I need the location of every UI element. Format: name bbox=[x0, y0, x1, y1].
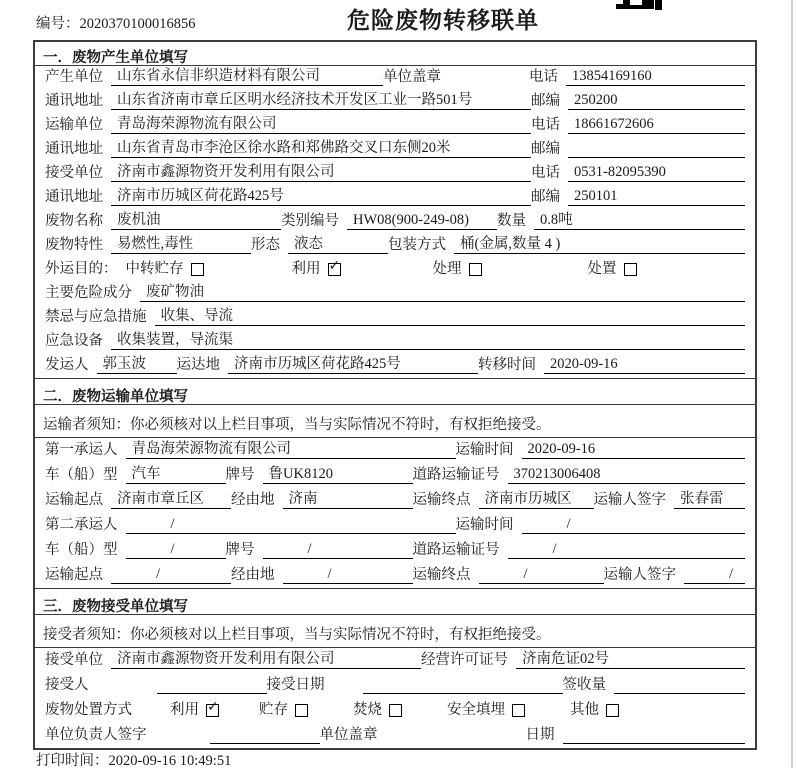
checkbox-label: 利用 bbox=[170, 702, 199, 718]
field-label: 运输起点 bbox=[45, 567, 103, 583]
form-row bbox=[35, 162, 755, 186]
field-value: 18661672606 bbox=[568, 115, 745, 134]
field-label: 通讯地址 bbox=[45, 93, 103, 109]
field-value: / bbox=[522, 515, 746, 534]
field-label: 废物特性 bbox=[45, 237, 103, 253]
checkbox-label: 利用 bbox=[291, 261, 321, 277]
field-label: 接受日期 bbox=[266, 677, 325, 693]
field-value: 济南 bbox=[283, 490, 413, 509]
field-label: 通讯地址 bbox=[45, 141, 103, 157]
field-value: / bbox=[263, 540, 413, 559]
checkbox-label: 安全填埋 bbox=[447, 702, 505, 718]
field-label: 废物名称 bbox=[45, 213, 103, 229]
field-label: 类别编号 bbox=[281, 213, 339, 229]
field-label: 运达地 bbox=[176, 357, 220, 373]
field-label: 道路运输证号 bbox=[412, 542, 500, 558]
field-label: 单位盖章 bbox=[319, 727, 378, 743]
field-value: 山东省济南市章丘区明水经济技术开发区工业一路501号 bbox=[111, 91, 531, 110]
field-label: 发运人 bbox=[45, 357, 89, 373]
field-label: 邮编 bbox=[531, 93, 560, 109]
field-label: 形态 bbox=[251, 237, 280, 253]
field-label: 运输时间 bbox=[455, 517, 514, 533]
form-section bbox=[35, 42, 755, 378]
scan-edge-line bbox=[791, 0, 793, 768]
form-row bbox=[35, 538, 755, 563]
form-row bbox=[35, 354, 755, 378]
form-row bbox=[35, 186, 755, 210]
field-value: 济南市历城区荷花路425号 bbox=[111, 187, 531, 206]
check-icon: ✓ bbox=[207, 699, 219, 715]
checkbox-field bbox=[126, 257, 204, 278]
checkbox bbox=[606, 704, 619, 717]
field-label: 第二承运人 bbox=[45, 517, 118, 533]
field-label: 电话 bbox=[531, 117, 560, 133]
field-value: 济南市鑫源物资开发利用有限公司 bbox=[111, 650, 421, 669]
field-label: 经营许可证号 bbox=[421, 652, 508, 668]
field-label: 运输时间 bbox=[455, 442, 514, 458]
checkbox-field bbox=[588, 257, 637, 278]
checkbox bbox=[389, 704, 402, 717]
form-row bbox=[35, 66, 755, 90]
field-value: 2020-09-16 bbox=[522, 440, 746, 459]
checkbox-label: 焚烧 bbox=[353, 702, 382, 718]
field-label: 经由地 bbox=[231, 492, 275, 508]
field-value: 青岛海荣源物流有限公司 bbox=[126, 440, 456, 459]
field-value-blank bbox=[363, 693, 563, 694]
checkbox-label: 中转贮存 bbox=[125, 261, 184, 277]
field-label: 牌号 bbox=[225, 542, 255, 558]
checkbox bbox=[512, 704, 525, 717]
field-value: 收集、导流 bbox=[155, 307, 746, 326]
field-value: 济南市历城区荷花路425号 bbox=[228, 355, 478, 374]
field-value-blank bbox=[157, 693, 267, 694]
form-row bbox=[35, 138, 755, 162]
checkbox-field bbox=[570, 698, 619, 719]
checkbox bbox=[624, 263, 637, 276]
field-value: 13854169160 bbox=[566, 67, 745, 86]
field-value: / bbox=[283, 565, 413, 584]
field-value: 液态 bbox=[288, 235, 388, 254]
field-value-blank bbox=[568, 157, 745, 158]
field-label: 外运目的： bbox=[45, 261, 118, 277]
field-value: / bbox=[126, 515, 456, 534]
field-value: / bbox=[111, 565, 231, 584]
form-row bbox=[35, 90, 755, 114]
field-value: / bbox=[684, 565, 745, 584]
field-label: 禁忌与应急措施 bbox=[45, 309, 147, 325]
page-title: 危险废物转移联单 bbox=[347, 8, 539, 33]
form-row bbox=[35, 563, 755, 588]
checkbox-label: 处置 bbox=[587, 261, 617, 277]
checkbox-label: 其他 bbox=[570, 702, 599, 718]
field-value: 0.8吨 bbox=[534, 211, 745, 230]
checkbox-field bbox=[259, 698, 308, 719]
form-row bbox=[35, 330, 755, 354]
manifest-form bbox=[33, 40, 757, 750]
notice-text: 接受者须知：你必须核对以上栏目事项，当与实际情况不符时，有权拒绝接受。 bbox=[35, 615, 755, 648]
field-value: 山东省永信非织造材料有限公司 bbox=[111, 67, 383, 86]
field-label: 运输终点 bbox=[412, 492, 471, 508]
checkbox bbox=[295, 704, 308, 717]
form-row bbox=[35, 438, 755, 463]
checkbox-field bbox=[447, 698, 525, 719]
field-label: 单位盖章 bbox=[383, 69, 441, 85]
checkbox-field bbox=[292, 257, 341, 278]
checkbox-field bbox=[433, 257, 482, 278]
field-value: 济南市历城区 bbox=[479, 490, 594, 509]
field-value: 250101 bbox=[568, 187, 745, 206]
form-row bbox=[35, 698, 755, 723]
field-value: 2020-09-16 bbox=[544, 355, 745, 374]
field-value: / bbox=[479, 565, 604, 584]
field-value: 青岛海荣源物流有限公司 bbox=[111, 115, 531, 134]
form-row bbox=[35, 488, 755, 513]
field-value: 废矿物油 bbox=[140, 283, 745, 302]
field-value: / bbox=[508, 540, 746, 559]
field-value: 废机油 bbox=[111, 211, 281, 230]
print-time bbox=[36, 749, 231, 768]
serial-value: 2020370100016856 bbox=[79, 16, 196, 32]
form-section bbox=[35, 588, 755, 748]
field-label: 邮编 bbox=[531, 189, 560, 205]
field-label: 包装方式 bbox=[388, 237, 446, 253]
form-row bbox=[35, 282, 755, 306]
section-title: 三．废物接受单位填写 bbox=[35, 588, 755, 615]
section-title: 二．废物运输单位填写 bbox=[35, 378, 755, 405]
qr-code-icon bbox=[616, 0, 662, 10]
field-value: 张春雷 bbox=[674, 490, 745, 509]
field-label: 通讯地址 bbox=[45, 189, 103, 205]
section-title: 一．废物产生单位填写 bbox=[35, 42, 755, 66]
field-label: 签收量 bbox=[562, 677, 606, 693]
field-label: 接受人 bbox=[45, 677, 89, 693]
print-time-label: 打印时间： bbox=[36, 753, 109, 768]
field-label: 经由地 bbox=[231, 567, 275, 583]
print-time-value: 2020-09-16 10:49:51 bbox=[108, 753, 232, 768]
checkbox bbox=[191, 263, 204, 276]
form-row bbox=[35, 463, 755, 488]
field-label: 单位负责人签字 bbox=[45, 727, 147, 743]
field-value: 汽车 bbox=[126, 465, 226, 484]
field-label: 运输单位 bbox=[45, 117, 103, 133]
field-value: 易燃性,毒性 bbox=[111, 235, 251, 254]
notice-text: 运输者须知：你必须核对以上栏目事项，当与实际情况不符时，有权拒绝接受。 bbox=[35, 405, 755, 438]
checkbox-label: 处理 bbox=[432, 261, 462, 277]
field-label: 邮编 bbox=[531, 141, 560, 157]
field-label: 主要危险成分 bbox=[45, 285, 132, 301]
field-value: 济南市章丘区 bbox=[111, 490, 231, 509]
form-row bbox=[35, 210, 755, 234]
form-section bbox=[35, 378, 755, 588]
form-row bbox=[35, 258, 755, 282]
field-value: 郭玉波 bbox=[97, 355, 177, 374]
field-value-blank bbox=[563, 743, 746, 744]
checkbox bbox=[328, 258, 341, 276]
field-value: 桶(金属,数量 4 ) bbox=[454, 235, 745, 254]
field-value-blank bbox=[614, 693, 745, 694]
field-label: 第一承运人 bbox=[45, 442, 118, 458]
field-value: 250200 bbox=[568, 91, 745, 110]
field-label: 转移时间 bbox=[478, 357, 536, 373]
field-value: HW08(900-249-08) bbox=[347, 211, 497, 230]
field-label: 接受单位 bbox=[45, 652, 103, 668]
field-label: 运输人签字 bbox=[593, 492, 666, 508]
field-label: 牌号 bbox=[225, 467, 255, 483]
form-row bbox=[35, 673, 755, 698]
field-label: 运输终点 bbox=[412, 567, 471, 583]
field-label: 废物处置方式 bbox=[45, 702, 132, 718]
field-label: 运输起点 bbox=[45, 492, 103, 508]
serial-label: 编号： bbox=[36, 16, 80, 32]
form-row bbox=[35, 234, 755, 258]
form-row bbox=[35, 114, 755, 138]
field-label: 产生单位 bbox=[45, 69, 103, 85]
field-label: 日期 bbox=[525, 727, 555, 743]
field-value-blank bbox=[210, 743, 320, 744]
field-label: 电话 bbox=[531, 165, 560, 181]
field-label: 运输人签字 bbox=[603, 567, 676, 583]
field-label: 车（船）型 bbox=[45, 467, 118, 483]
form-row bbox=[35, 723, 755, 748]
field-value: 济南市鑫源物资开发利用有限公司 bbox=[111, 163, 531, 182]
field-value: 370213006408 bbox=[508, 465, 746, 484]
field-label: 道路运输证号 bbox=[412, 467, 500, 483]
field-label: 数量 bbox=[497, 213, 526, 229]
checkbox-label: 贮存 bbox=[259, 702, 288, 718]
field-value: 收集装置，导流渠 bbox=[111, 331, 745, 350]
field-value: / bbox=[126, 540, 226, 559]
form-row bbox=[35, 306, 755, 330]
field-value: 济南危证02号 bbox=[516, 650, 745, 669]
check-icon: ✓ bbox=[328, 258, 341, 274]
form-row bbox=[35, 513, 755, 538]
checkbox-field bbox=[170, 698, 219, 719]
checkbox bbox=[206, 699, 219, 717]
field-label: 车（船）型 bbox=[45, 542, 118, 558]
checkbox bbox=[469, 263, 482, 276]
checkbox-field bbox=[353, 698, 402, 719]
field-value: 山东省青岛市李沧区徐水路和郑佛路交叉口东侧20米 bbox=[111, 139, 531, 158]
field-label: 电话 bbox=[529, 69, 558, 85]
field-value: 0531-82095390 bbox=[568, 163, 745, 182]
field-value: 鲁UK8120 bbox=[263, 465, 413, 484]
field-label: 接受单位 bbox=[45, 165, 103, 181]
form-row bbox=[35, 648, 755, 673]
field-label: 应急设备 bbox=[45, 333, 103, 349]
